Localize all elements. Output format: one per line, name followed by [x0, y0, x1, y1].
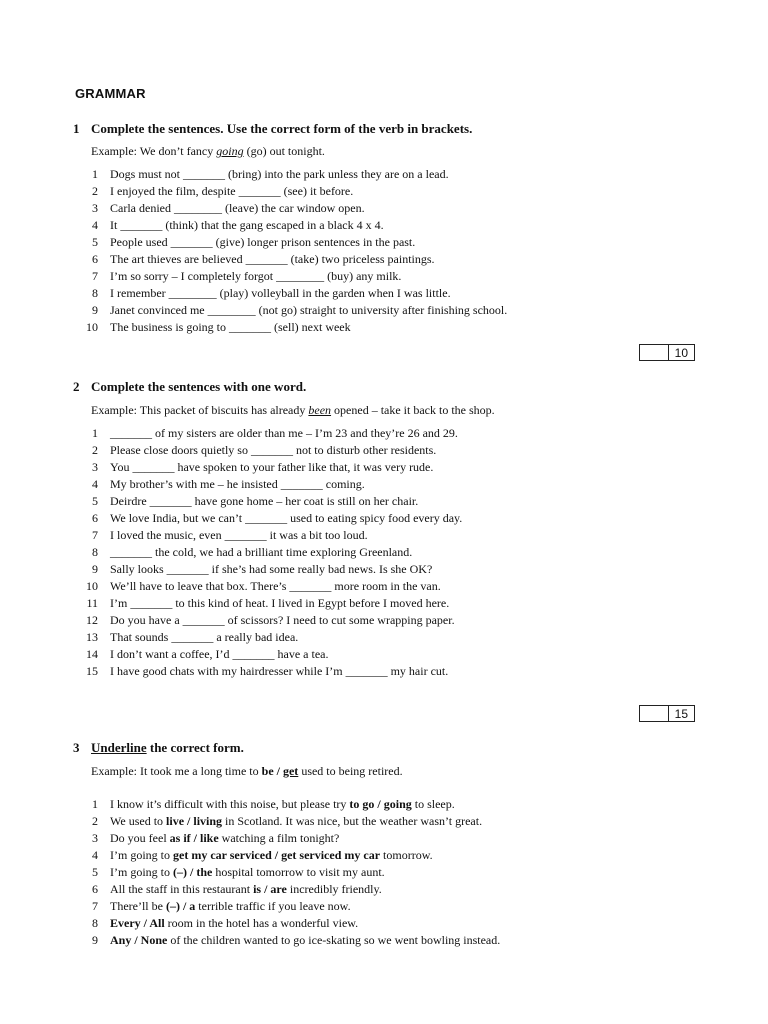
example-answer: going	[216, 144, 244, 158]
item-number: 5	[92, 865, 98, 879]
example-text: (go) out tonight.	[243, 144, 325, 158]
score-entry-cell[interactable]	[640, 345, 669, 360]
example-text: Example: It took me a long time to	[91, 764, 262, 778]
item-number: 9	[92, 303, 98, 317]
answer-options[interactable]: is / are	[253, 882, 287, 896]
section-3-number: 3	[73, 740, 80, 755]
item-number: 8	[92, 545, 98, 559]
item-text: We used to live / living in Scotland. It was nice, but the weather wasn’t great.	[110, 814, 483, 828]
example-text: opened – take it back to the shop.	[331, 403, 495, 417]
item-number: 3	[92, 831, 98, 845]
item-number: 15	[86, 664, 98, 678]
item-number: 9	[92, 562, 98, 576]
item-text: People used _______ (give) longer prison sentences in the past.	[110, 235, 416, 249]
item-text: I remember ________ (play) volleyball in the garden when I was little.	[110, 286, 451, 300]
section-2-number: 2	[73, 379, 80, 394]
answer-options[interactable]: (–) / the	[173, 865, 213, 879]
answer-options[interactable]: Every / All	[110, 916, 165, 930]
item-text: _______ the cold, we had a brilliant time exploring Greenland.	[110, 545, 413, 559]
item-number: 1	[92, 426, 98, 440]
section-2-example	[91, 403, 495, 418]
item-text: All the staff in this restaurant is / are incredibly friendly.	[110, 882, 382, 896]
section-2-score-box	[639, 705, 695, 722]
example-text: Example: We don’t fancy	[91, 144, 217, 158]
item-text: I’m _______ to this kind of heat. I lived in Egypt before I moved here.	[110, 596, 450, 610]
item-text: The art thieves are believed _______ (take) two priceless paintings.	[110, 252, 435, 266]
section-2-instruction: Complete the sentences with one word.	[91, 379, 307, 394]
item-text: That sounds _______ a really bad idea.	[110, 630, 299, 644]
item-number: 4	[92, 477, 98, 491]
section-3-title	[73, 740, 244, 756]
item-number: 10	[86, 320, 98, 334]
item-text: I loved the music, even _______ it was a bit too loud.	[110, 528, 368, 542]
item-text: Dogs must not _______ (bring) into the park unless they are on a lead.	[110, 167, 449, 181]
answer-options[interactable]: live / living	[166, 814, 223, 828]
answer-options[interactable]: to go / going	[349, 797, 412, 811]
item-text: I enjoyed the film, despite _______ (see) it before.	[110, 184, 354, 198]
item-number: 12	[86, 613, 98, 627]
answer-options[interactable]: as if / like	[169, 831, 219, 845]
section-1-number: 1	[73, 121, 80, 136]
item-number: 5	[92, 494, 98, 508]
item-number: 10	[86, 579, 98, 593]
item-text: Carla denied ________ (leave) the car window open.	[110, 201, 365, 215]
item-text: It _______ (think) that the gang escaped in a black 4 x 4.	[110, 218, 384, 232]
item-text: I don’t want a coffee, I’d _______ have a tea.	[110, 647, 329, 661]
page-heading: GRAMMAR	[75, 86, 146, 101]
item-number: 2	[92, 184, 98, 198]
section-1-example	[91, 144, 325, 159]
item-number: 13	[86, 630, 98, 644]
item-text: Any / None of the children wanted to go ice-skating so we went bowling instead.	[110, 933, 501, 947]
example-answer: been	[308, 403, 332, 417]
example-separator: /	[273, 764, 283, 778]
item-text: Deirdre _______ have gone home – her coat is still on her chair.	[110, 494, 419, 508]
item-text: The business is going to _______ (sell) next week	[110, 320, 351, 334]
section-3-underline-word: Underline	[91, 740, 147, 755]
section-2-title	[73, 379, 306, 395]
item-text: You _______ have spoken to your father like that, it was very rude.	[110, 460, 434, 474]
item-number: 14	[86, 647, 98, 661]
item-number: 6	[92, 252, 98, 266]
section-1-instruction: Complete the sentences. Use the correct form of the verb in brackets.	[91, 121, 473, 136]
item-number: 4	[92, 848, 98, 862]
item-number: 7	[92, 899, 98, 913]
example-text: Example: This packet of biscuits has already	[91, 403, 309, 417]
item-number: 6	[92, 882, 98, 896]
item-text: I’m going to get my car serviced / get serviced my car tomorrow.	[110, 848, 433, 862]
item-number: 9	[92, 933, 98, 947]
item-text: Janet convinced me ________ (not go) straight to university after finishing school.	[110, 303, 508, 317]
score-total: 15	[674, 707, 688, 721]
answer-options[interactable]: get my car serviced / get serviced my car	[173, 848, 381, 862]
item-text: Please close doors quietly so _______ not to disturb other residents.	[110, 443, 437, 457]
item-text: Every / All room in the hotel has a wonderful view.	[110, 916, 359, 930]
item-text: We’ll have to leave that box. There’s _______ more room in the van.	[110, 579, 441, 593]
item-text: I’m so sorry – I completely forgot ________ (buy) any milk.	[110, 269, 402, 283]
item-number: 11	[86, 596, 98, 610]
answer-options[interactable]: Any / None	[110, 933, 168, 947]
item-text: We love India, but we can’t _______ used to eating spicy food every day.	[110, 511, 463, 525]
item-number: 7	[92, 528, 98, 542]
item-text: Do you feel as if / like watching a film tonight?	[110, 831, 340, 845]
section-3-instruction: the correct form.	[146, 740, 244, 755]
item-number: 6	[92, 511, 98, 525]
item-number: 1	[92, 167, 98, 181]
item-number: 4	[92, 218, 98, 232]
item-number: 2	[92, 443, 98, 457]
section-3-example	[91, 764, 403, 779]
item-text: Sally looks _______ if she’s had some really bad news. Is she OK?	[110, 562, 433, 576]
item-number: 3	[92, 460, 98, 474]
example-text: used to being retired.	[298, 764, 403, 778]
item-text: Do you have a _______ of scissors? I need to cut some wrapping paper.	[110, 613, 455, 627]
item-number: 2	[92, 814, 98, 828]
item-text: I have good chats with my hairdresser while I’m _______ my hair cut.	[110, 664, 449, 678]
item-number: 8	[92, 916, 98, 930]
item-number: 8	[92, 286, 98, 300]
example-option: be	[261, 764, 274, 778]
item-text: I’m going to (–) / the hospital tomorrow to visit my aunt.	[110, 865, 385, 879]
item-number: 7	[92, 269, 98, 283]
item-number: 5	[92, 235, 98, 249]
example-answer: get	[282, 764, 299, 778]
answer-options[interactable]: (–) / a	[165, 899, 196, 913]
item-number: 1	[92, 797, 98, 811]
section-1-score-box	[639, 344, 695, 361]
score-total: 10	[674, 346, 688, 360]
item-text: _______ of my sisters are older than me – I’m 23 and they’re 26 and 29.	[110, 426, 458, 440]
item-number: 3	[92, 201, 98, 215]
item-text: I know it’s difficult with this noise, but please try to go / going to sleep.	[110, 797, 455, 811]
score-entry-cell[interactable]	[640, 706, 669, 721]
section-1-title	[73, 121, 472, 137]
item-text: There’ll be (–) / a terrible traffic if you leave now.	[110, 899, 351, 913]
item-text: My brother’s with me – he insisted _______ coming.	[110, 477, 365, 491]
